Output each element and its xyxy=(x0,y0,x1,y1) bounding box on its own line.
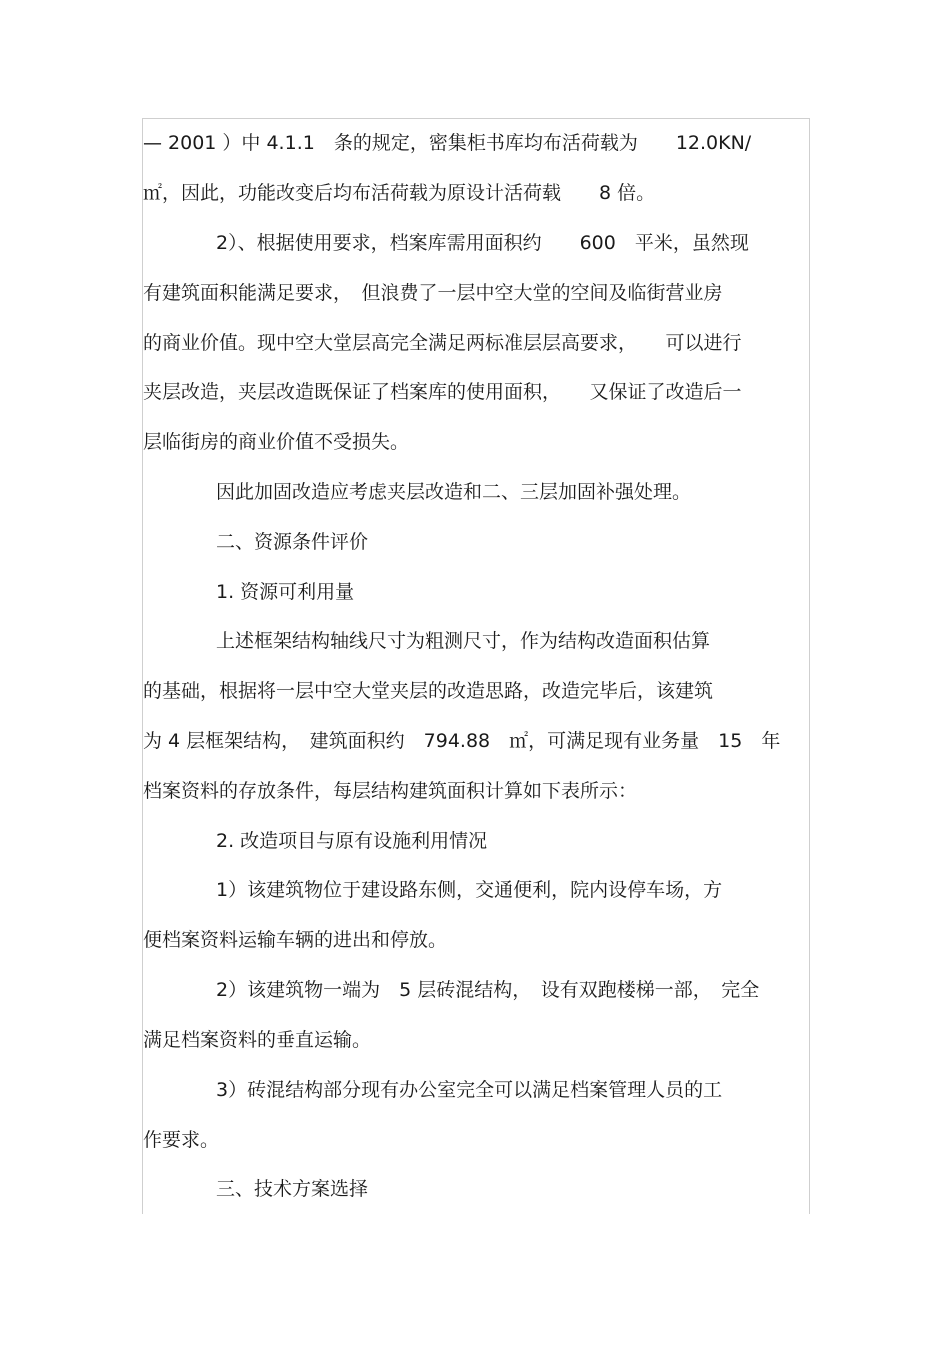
text-line: 1）该建筑物位于建设路东侧，交通便利，院内设停车场，方 xyxy=(216,879,723,901)
text-line: 的商业价值。现中空大堂层高完全满足两标准层层高要求， 可以进行 xyxy=(143,332,742,354)
section-heading: 二、资源条件评价 xyxy=(216,531,369,553)
section-heading: 三、技术方案选择 xyxy=(216,1178,369,1200)
text-line: 3）砖混结构部分现有办公室完全可以满足档案管理人员的工 xyxy=(216,1079,723,1101)
subsection-heading: 2. 改造项目与原有设施利用情况 xyxy=(216,830,488,852)
text-line: 满足档案资料的垂直运输。 xyxy=(143,1029,372,1051)
text-line: 的基础，根据将一层中空大堂夹层的改造思路，改造完毕后，该建筑 xyxy=(143,680,714,702)
text-line: 因此加固改造应考虑夹层改造和二、三层加固补强处理。 xyxy=(216,481,692,503)
text-line: — 2001 ）中 4.1.1 条的规定，密集柜书库均布活荷载为 12.0KN/ xyxy=(143,132,752,154)
text-line: 作要求。 xyxy=(143,1129,220,1151)
subsection-heading: 1. 资源可利用量 xyxy=(216,581,355,603)
text-line: 为 4 层框架结构， 建筑面积约 794.88 ㎡，可满足现有业务量 15 年 xyxy=(143,730,781,752)
text-line: 夹层改造，夹层改造既保证了档案库的使用面积， 又保证了改造后一 xyxy=(143,381,742,403)
text-line: 上述框架结构轴线尺寸为粗测尺寸，作为结构改造面积估算 xyxy=(216,630,711,652)
text-line: 层临街房的商业价值不受损失。 xyxy=(143,431,410,453)
text-line: 2）、根据使用要求，档案库需用面积约 600 平米，虽然现 xyxy=(216,232,749,254)
text-line: ㎡，因此，功能改变后均布活荷载为原设计活荷载 8 倍。 xyxy=(143,182,656,204)
text-line: 2）该建筑物一端为 5 层砖混结构， 设有双跑楼梯一部， 完全 xyxy=(216,979,760,1001)
text-line: 便档案资料运输车辆的进出和停放。 xyxy=(143,929,448,951)
text-line: 有建筑面积能满足要求， 但浪费了一层中空大堂的空间及临街营业房 xyxy=(143,282,723,304)
text-line: 档案资料的存放条件，每层结构建筑面积计算如下表所示： xyxy=(143,780,638,802)
